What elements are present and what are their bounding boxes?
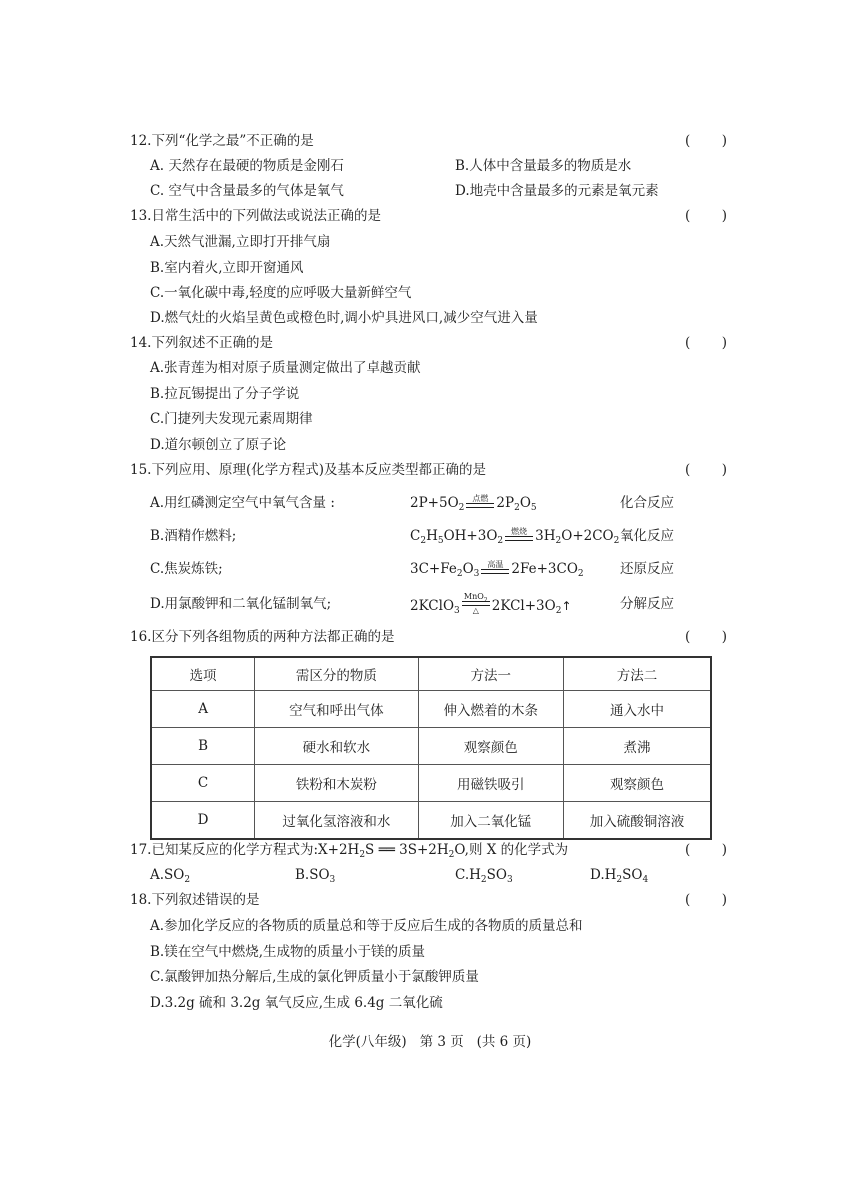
table-cell: 铁粉和木炭粉 <box>255 765 418 802</box>
q15-c-application: C.焦炭炼铁; <box>150 561 223 577</box>
q18-option-c: C.氯酸钾加热分解后,生成的氯化钾质量小于氯酸钾质量 <box>150 969 479 985</box>
q15-stem: 15.下列应用、原理(化学方程式)及基本反应类型都正确的是 <box>130 462 487 478</box>
table-cell: 通入水中 <box>564 691 712 728</box>
table-cell: C <box>151 765 255 802</box>
q13-answer-blank: ( ) <box>685 208 727 224</box>
q13-option-b: B.室内着火,立即开窗通风 <box>150 260 304 276</box>
table-cell: 伸入燃着的木条 <box>418 691 563 728</box>
q17-option-a: $A.SO_2$ <box>150 867 191 885</box>
q13-stem: 13.日常生活中的下列做法或说法正确的是 <box>130 208 381 224</box>
table-cell: 用磁铁吸引 <box>418 765 563 802</box>
q14-option-a: A.张青莲为相对原子质量测定做出了卓越贡献 <box>150 360 421 376</box>
q14-answer-blank: ( ) <box>685 335 727 351</box>
q17-option-d: $D.H_2SO_4$ <box>590 867 649 885</box>
q14-stem: 14.下列叙述不正确的是 <box>130 335 273 351</box>
q15-a-reaction-type: 化合反应 <box>620 495 674 511</box>
table-header-cell: 需区分的物质 <box>255 657 418 691</box>
q15-d-application: D.用氯酸钾和二氧化锰制氧气; <box>150 596 332 612</box>
q18-option-b: B.镁在空气中燃烧,生成物的质量小于镁的质量 <box>150 944 426 960</box>
table-cell: 空气和呼出气体 <box>255 691 418 728</box>
q15-a-application: A.用红磷测定空气中氧气含量 : <box>150 495 335 511</box>
table-row <box>151 802 711 840</box>
table-header-row <box>151 657 711 691</box>
q13-option-a: A.天然气泄漏,立即打开排气扇 <box>150 234 331 250</box>
q12-option-c: C. 空气中含量最多的气体是氧气 <box>150 183 344 199</box>
table-header-cell: 选项 <box>151 657 255 691</box>
q15-b-reaction-type: 氧化反应 <box>620 528 674 544</box>
q15-d-reaction-type: 分解反应 <box>620 596 674 612</box>
q14-option-d: D.道尔顿创立了原子论 <box>150 437 287 453</box>
q15-b-equation: $C_2H_5OH+3O_2$ 燃烧 $3H_2O+2CO_2$ <box>410 526 620 546</box>
q14-option-b: B.拉瓦锡提出了分子学说 <box>150 386 300 402</box>
table-header-cell: 方法二 <box>564 657 712 691</box>
q18-stem: 18.下列叙述错误的是 <box>130 892 260 908</box>
table-cell: A <box>151 691 255 728</box>
table-cell: 过氧化氢溶液和水 <box>255 802 418 840</box>
table-header-cell: 方法一 <box>418 657 563 691</box>
q12-stem: 12.下列“化学之最”不正确的是 <box>130 133 314 149</box>
q15-c-reaction-type: 还原反应 <box>620 561 674 577</box>
q15-a-equation: $2P+5O_2$ 点燃 $2P_2O_5$ <box>410 493 537 513</box>
q13-option-d: D.燃气灶的火焰呈黄色或橙色时,调小炉具进风口,减少空气进入量 <box>150 310 538 326</box>
q18-answer-blank: ( ) <box>685 892 727 908</box>
q14-option-c: C.门捷列夫发现元素周期律 <box>150 411 313 427</box>
q17-stem: 17.已知某反应的化学方程式为$:X+2H_2S$ ══ $3S+2H_2O$,则 X 的化学式为 <box>130 842 569 860</box>
q18-option-a: A.参加化学反应的各物质的质量总和等于反应后生成的各物质的质量总和 <box>150 918 583 934</box>
q16-options-table <box>150 656 712 840</box>
table-cell: 观察颜色 <box>564 765 712 802</box>
table-row <box>151 691 711 728</box>
table-row <box>151 728 711 765</box>
q12-option-d: D.地壳中含量最多的元素是氧元素 <box>455 183 659 199</box>
q12-answer-blank: ( ) <box>685 133 727 149</box>
table-cell: 观察颜色 <box>418 728 563 765</box>
q15-b-application: B.酒精作燃料; <box>150 528 237 544</box>
table-cell: 煮沸 <box>564 728 712 765</box>
q16-stem: 16.区分下列各组物质的两种方法都正确的是 <box>130 629 395 645</box>
q15-answer-blank: ( ) <box>685 462 727 478</box>
q12-option-a: A. 天然存在最硬的物质是金刚石 <box>150 158 344 174</box>
table-cell: D <box>151 802 255 840</box>
table-cell: 加入二氧化锰 <box>418 802 563 840</box>
page-footer: 化学(八年级) 第 3 页 (共 6 页) <box>328 1034 532 1050</box>
q12-option-b: B.人体中含量最多的物质是水 <box>455 158 632 174</box>
table-cell: 硬水和软水 <box>255 728 418 765</box>
q16-answer-blank: ( ) <box>685 629 727 645</box>
table-row <box>151 765 711 802</box>
q15-c-equation: $3C+Fe_2O_3$ 高温 $2Fe+3CO_2$ <box>410 559 584 579</box>
q13-option-c: C.一氧化碳中毒,轻度的应呼吸大量新鲜空气 <box>150 285 412 301</box>
q15-d-equation: 2KClO$_3$ MnO$_2$ △ $2KCl+3O_2↑$ <box>410 592 572 616</box>
q17-option-c: $C.H_2SO_3$ <box>455 867 513 885</box>
gas-arrow-icon: ↑ <box>561 599 572 613</box>
q17-answer-blank: ( ) <box>685 842 727 858</box>
table-cell: B <box>151 728 255 765</box>
table-cell: 加入硫酸铜溶液 <box>564 802 712 840</box>
q18-option-d: D.3.2g 硫和 3.2g 氧气反应,生成 6.4g 二氧化硫 <box>150 995 443 1011</box>
q17-option-b: $B.SO_3$ <box>295 867 336 885</box>
